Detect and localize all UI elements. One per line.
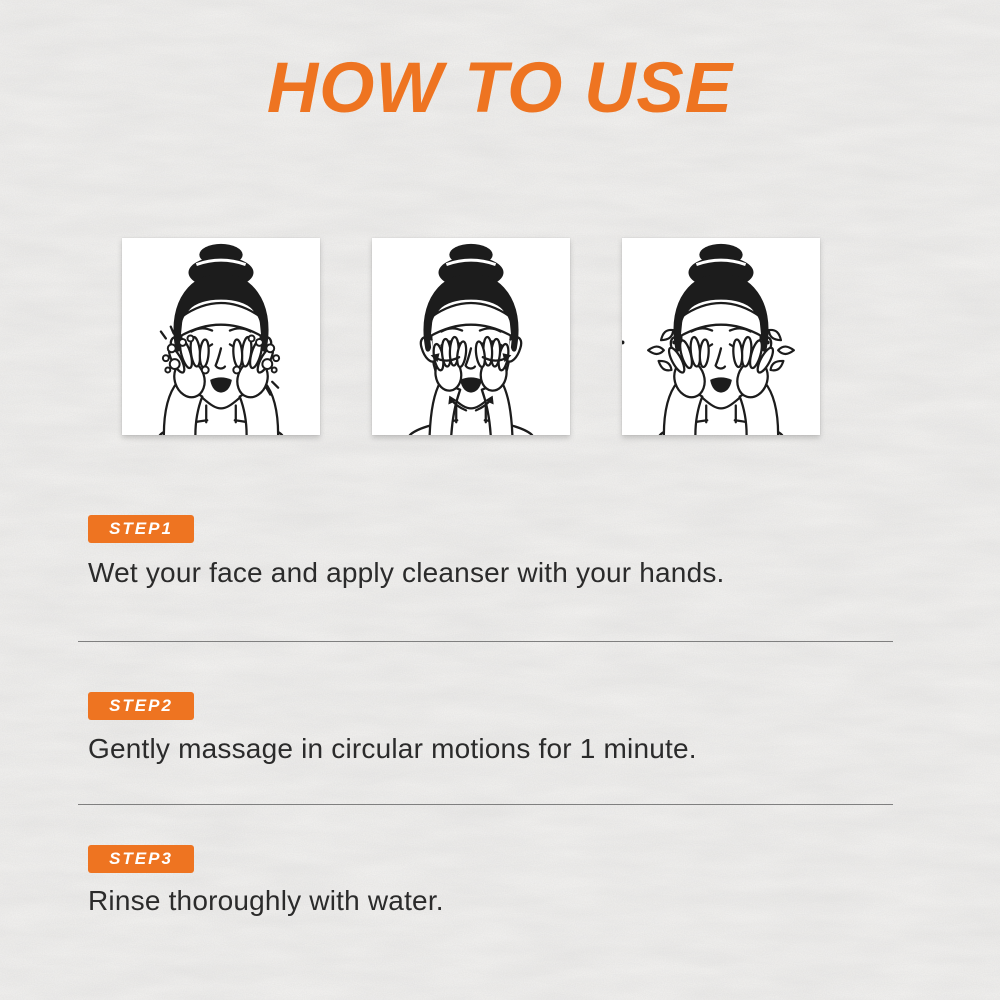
step2-badge-label: STEP2 [109,696,173,715]
page-title: HOW TO USE [266,49,734,128]
illustration-row [122,238,820,435]
step2-text: Gently massage in circular motions for 1 minute. [88,733,697,764]
step1-badge [88,515,194,543]
step3-text: Rinse thoroughly with water. [88,885,444,916]
step2-badge [88,692,194,720]
step3-badge [88,845,194,873]
divider [78,804,893,805]
step1-text: Wet your face and apply cleanser with your hands. [88,557,725,588]
divider [78,641,893,642]
face-rinse-illustration [622,238,820,435]
face-apply-cleanser-illustration [122,238,320,435]
step3-badge-label: STEP3 [109,849,173,868]
step1-badge-label: STEP1 [109,519,173,538]
face-massage-illustration [372,238,570,435]
